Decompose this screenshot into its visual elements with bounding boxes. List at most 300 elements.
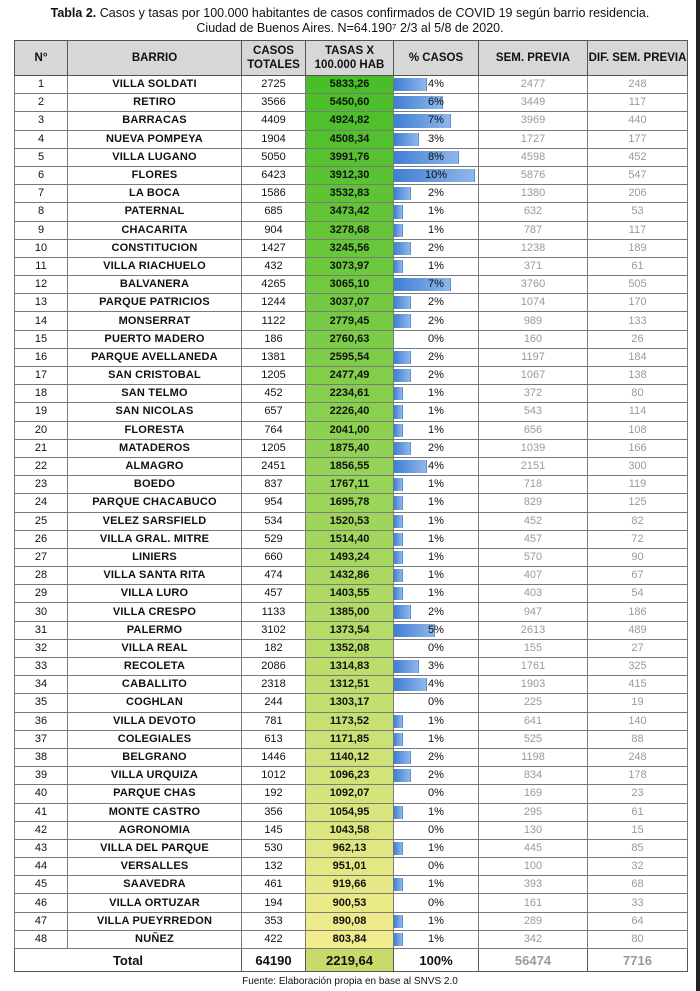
row-dif: 186 — [588, 603, 688, 621]
total-pct: 100% — [394, 949, 479, 972]
row-barrio: AGRONOMIA — [68, 821, 242, 839]
header-num: N° — [15, 41, 68, 76]
row-sem-previa: 641 — [479, 712, 588, 730]
table-row — [15, 94, 688, 112]
row-casos: 5050 — [242, 148, 306, 166]
row-sem-previa: 407 — [479, 567, 588, 585]
header-casos: CASOS TOTALES — [242, 41, 306, 76]
table-row — [15, 530, 688, 548]
row-pct — [394, 112, 479, 130]
row-casos: 2725 — [242, 76, 306, 94]
row-dif: 117 — [588, 221, 688, 239]
pct-value: 5% — [428, 623, 444, 636]
row-dif: 248 — [588, 748, 688, 766]
row-pct — [394, 912, 479, 930]
row-dif: 67 — [588, 567, 688, 585]
table-row — [15, 694, 688, 712]
row-tasa: 1373,54 — [306, 621, 394, 639]
pct-bar — [394, 78, 427, 91]
row-barrio: VELEZ SARSFIELD — [68, 512, 242, 530]
pct-value: 1% — [428, 405, 444, 418]
row-dif: 415 — [588, 676, 688, 694]
row-barrio: SAN TELMO — [68, 385, 242, 403]
row-pct — [394, 748, 479, 766]
row-pct — [394, 730, 479, 748]
row-tasa: 1140,12 — [306, 748, 394, 766]
row-barrio: MATADEROS — [68, 439, 242, 457]
pct-value: 1% — [428, 805, 444, 818]
row-casos: 660 — [242, 548, 306, 566]
pct-bar — [394, 424, 403, 437]
row-tasa: 2226,40 — [306, 403, 394, 421]
pct-value: 3% — [428, 132, 444, 145]
pct-bar — [394, 605, 411, 618]
pct-value: 0% — [428, 696, 444, 709]
table-row — [15, 457, 688, 475]
table-body — [15, 76, 688, 949]
row-pct — [394, 858, 479, 876]
row-pct — [394, 567, 479, 585]
row-tasa: 1875,40 — [306, 439, 394, 457]
pct-value: 1% — [428, 423, 444, 436]
header-pct: % CASOS — [394, 41, 479, 76]
row-tasa: 1767,11 — [306, 476, 394, 494]
row-casos: 1244 — [242, 294, 306, 312]
row-pct — [394, 221, 479, 239]
row-tasa: 2595,54 — [306, 348, 394, 366]
row-dif: 19 — [588, 694, 688, 712]
row-dif: 166 — [588, 439, 688, 457]
row-sem-previa: 155 — [479, 639, 588, 657]
row-dif: 178 — [588, 767, 688, 785]
row-tasa: 1856,55 — [306, 457, 394, 475]
row-dif: 32 — [588, 858, 688, 876]
table-row — [15, 294, 688, 312]
row-sem-previa: 829 — [479, 494, 588, 512]
row-tasa: 951,01 — [306, 858, 394, 876]
pct-bar — [394, 878, 403, 891]
pct-bar — [394, 842, 403, 855]
page-edge — [696, 0, 700, 991]
table-row — [15, 912, 688, 930]
row-casos: 356 — [242, 803, 306, 821]
pct-value: 1% — [428, 387, 444, 400]
pct-value: 2% — [428, 350, 444, 363]
row-dif: 452 — [588, 148, 688, 166]
pct-bar — [394, 151, 459, 164]
header-sem-previa: SEM. PREVIA — [479, 41, 588, 76]
row-pct — [394, 821, 479, 839]
row-dif: 85 — [588, 839, 688, 857]
row-casos: 145 — [242, 821, 306, 839]
row-barrio: PATERNAL — [68, 203, 242, 221]
row-tasa: 5450,60 — [306, 94, 394, 112]
covid-cases-table — [14, 40, 688, 972]
row-dif: 80 — [588, 930, 688, 948]
pct-value: 2% — [428, 314, 444, 327]
row-dif: 300 — [588, 457, 688, 475]
pct-bar — [394, 314, 411, 327]
row-barrio: PARQUE CHACABUCO — [68, 494, 242, 512]
row-dif: 61 — [588, 803, 688, 821]
row-tasa: 3037,07 — [306, 294, 394, 312]
row-dif: 177 — [588, 130, 688, 148]
pct-value: 1% — [428, 569, 444, 582]
row-barrio: LA BOCA — [68, 185, 242, 203]
row-casos: 186 — [242, 330, 306, 348]
row-tasa: 1352,08 — [306, 639, 394, 657]
row-dif: 117 — [588, 94, 688, 112]
row-dif: 248 — [588, 76, 688, 94]
row-sem-previa: 718 — [479, 476, 588, 494]
row-sem-previa: 947 — [479, 603, 588, 621]
table-row — [15, 348, 688, 366]
row-pct — [394, 203, 479, 221]
row-tasa: 2760,63 — [306, 330, 394, 348]
row-barrio: VILLA LURO — [68, 585, 242, 603]
row-sem-previa: 1198 — [479, 748, 588, 766]
row-casos: 474 — [242, 567, 306, 585]
row-num: 31 — [15, 621, 68, 639]
row-casos: 954 — [242, 494, 306, 512]
row-barrio: COLEGIALES — [68, 730, 242, 748]
pct-value: 1% — [428, 550, 444, 563]
row-casos: 4409 — [242, 112, 306, 130]
row-num: 32 — [15, 639, 68, 657]
row-num: 4 — [15, 130, 68, 148]
row-barrio: VILLA URQUIZA — [68, 767, 242, 785]
row-num: 48 — [15, 930, 68, 948]
row-dif: 23 — [588, 785, 688, 803]
row-casos: 904 — [242, 221, 306, 239]
pct-value: 1% — [428, 496, 444, 509]
row-barrio: VILLA LUGANO — [68, 148, 242, 166]
row-num: 2 — [15, 94, 68, 112]
row-num: 9 — [15, 221, 68, 239]
pct-bar — [394, 678, 427, 691]
row-pct — [394, 294, 479, 312]
row-casos: 534 — [242, 512, 306, 530]
row-tasa: 2779,45 — [306, 312, 394, 330]
table-row — [15, 112, 688, 130]
caption-subtitle: Ciudad de Buenos Aires. N=64.190⁷ 2/3 al 5/8 de 2020. — [196, 21, 504, 35]
row-barrio: FLORESTA — [68, 421, 242, 439]
row-barrio: VILLA DEVOTO — [68, 712, 242, 730]
row-num: 36 — [15, 712, 68, 730]
table-row — [15, 221, 688, 239]
row-barrio: SAAVEDRA — [68, 876, 242, 894]
pct-value: 0% — [428, 823, 444, 836]
pct-bar — [394, 478, 403, 491]
row-tasa: 1514,40 — [306, 530, 394, 548]
row-tasa: 803,84 — [306, 930, 394, 948]
row-tasa: 1092,07 — [306, 785, 394, 803]
source-note: Fuente: Elaboración propia en base al SNVS 2.0 — [242, 976, 458, 987]
table-row — [15, 567, 688, 585]
row-num: 35 — [15, 694, 68, 712]
row-casos: 422 — [242, 930, 306, 948]
row-dif: 189 — [588, 239, 688, 257]
row-tasa: 962,13 — [306, 839, 394, 857]
row-num: 6 — [15, 166, 68, 184]
row-tasa: 1520,53 — [306, 512, 394, 530]
table-row — [15, 585, 688, 603]
row-pct — [394, 185, 479, 203]
row-tasa: 1695,78 — [306, 494, 394, 512]
row-pct — [394, 367, 479, 385]
row-casos: 353 — [242, 912, 306, 930]
row-pct — [394, 639, 479, 657]
row-dif: 72 — [588, 530, 688, 548]
row-casos: 529 — [242, 530, 306, 548]
table-row — [15, 548, 688, 566]
pct-bar — [394, 405, 403, 418]
row-num: 1 — [15, 76, 68, 94]
row-num: 14 — [15, 312, 68, 330]
pct-value: 0% — [428, 860, 444, 873]
table-caption — [0, 6, 700, 36]
row-sem-previa: 130 — [479, 821, 588, 839]
row-pct — [394, 130, 479, 148]
table-row — [15, 367, 688, 385]
row-casos: 452 — [242, 385, 306, 403]
row-barrio: COGHLAN — [68, 694, 242, 712]
row-casos: 3102 — [242, 621, 306, 639]
pct-value: 4% — [428, 460, 444, 473]
pct-value: 0% — [428, 896, 444, 909]
row-barrio: BALVANERA — [68, 276, 242, 294]
row-dif: 138 — [588, 367, 688, 385]
row-pct — [394, 239, 479, 257]
row-casos: 4265 — [242, 276, 306, 294]
header-tasas: TASAS X 100.000 HAB — [306, 41, 394, 76]
table-row — [15, 403, 688, 421]
row-num: 42 — [15, 821, 68, 839]
row-casos: 1012 — [242, 767, 306, 785]
row-barrio: VILLA CRESPO — [68, 603, 242, 621]
pct-value: 1% — [428, 914, 444, 927]
row-tasa: 3245,56 — [306, 239, 394, 257]
table-row — [15, 930, 688, 948]
row-pct — [394, 894, 479, 912]
row-sem-previa: 834 — [479, 767, 588, 785]
row-casos: 1205 — [242, 367, 306, 385]
row-dif: 440 — [588, 112, 688, 130]
row-dif: 27 — [588, 639, 688, 657]
table-row — [15, 148, 688, 166]
row-casos: 3566 — [242, 94, 306, 112]
row-casos: 1133 — [242, 603, 306, 621]
table-row — [15, 276, 688, 294]
pct-value: 2% — [428, 187, 444, 200]
row-casos: 244 — [242, 694, 306, 712]
row-num: 17 — [15, 367, 68, 385]
pct-value: 1% — [428, 714, 444, 727]
row-barrio: NUÑEZ — [68, 930, 242, 948]
row-num: 45 — [15, 876, 68, 894]
pct-bar — [394, 296, 411, 309]
row-sem-previa: 3969 — [479, 112, 588, 130]
row-dif: 114 — [588, 403, 688, 421]
row-sem-previa: 525 — [479, 730, 588, 748]
row-tasa: 3473,42 — [306, 203, 394, 221]
row-dif: 26 — [588, 330, 688, 348]
row-pct — [394, 494, 479, 512]
row-sem-previa: 295 — [479, 803, 588, 821]
row-barrio: BOEDO — [68, 476, 242, 494]
table-row — [15, 621, 688, 639]
row-tasa: 1385,00 — [306, 603, 394, 621]
row-barrio: PALERMO — [68, 621, 242, 639]
pct-bar — [394, 260, 403, 273]
pct-value: 1% — [428, 205, 444, 218]
pct-value: 1% — [428, 259, 444, 272]
table-row — [15, 858, 688, 876]
row-sem-previa: 100 — [479, 858, 588, 876]
pct-bar — [394, 587, 403, 600]
row-sem-previa: 543 — [479, 403, 588, 421]
row-pct — [394, 930, 479, 948]
pct-value: 1% — [428, 223, 444, 236]
row-num: 46 — [15, 894, 68, 912]
row-barrio: FLORES — [68, 166, 242, 184]
row-dif: 140 — [588, 712, 688, 730]
row-num: 25 — [15, 512, 68, 530]
row-barrio: RETIRO — [68, 94, 242, 112]
row-tasa: 3991,76 — [306, 148, 394, 166]
row-sem-previa: 1238 — [479, 239, 588, 257]
table-row — [15, 76, 688, 94]
row-pct — [394, 621, 479, 639]
table-row — [15, 421, 688, 439]
row-tasa: 5833,26 — [306, 76, 394, 94]
row-barrio: MONTE CASTRO — [68, 803, 242, 821]
row-tasa: 2041,00 — [306, 421, 394, 439]
row-sem-previa: 3449 — [479, 94, 588, 112]
row-num: 28 — [15, 567, 68, 585]
table-row — [15, 203, 688, 221]
row-num: 16 — [15, 348, 68, 366]
row-dif: 206 — [588, 185, 688, 203]
pct-value: 4% — [428, 678, 444, 691]
table-row — [15, 839, 688, 857]
row-sem-previa: 342 — [479, 930, 588, 948]
row-pct — [394, 94, 479, 112]
row-num: 18 — [15, 385, 68, 403]
row-casos: 2318 — [242, 676, 306, 694]
row-pct — [394, 603, 479, 621]
row-dif: 133 — [588, 312, 688, 330]
row-barrio: LINIERS — [68, 548, 242, 566]
row-sem-previa: 3760 — [479, 276, 588, 294]
pct-value: 0% — [428, 332, 444, 345]
row-casos: 1427 — [242, 239, 306, 257]
pct-bar — [394, 769, 411, 782]
row-sem-previa: 1074 — [479, 294, 588, 312]
row-barrio: VILLA DEL PARQUE — [68, 839, 242, 857]
row-pct — [394, 658, 479, 676]
row-sem-previa: 393 — [479, 876, 588, 894]
row-sem-previa: 2613 — [479, 621, 588, 639]
row-num: 33 — [15, 658, 68, 676]
row-tasa: 4508,34 — [306, 130, 394, 148]
table-row — [15, 821, 688, 839]
pct-value: 2% — [428, 605, 444, 618]
row-tasa: 3065,10 — [306, 276, 394, 294]
table-row — [15, 712, 688, 730]
row-num: 20 — [15, 421, 68, 439]
row-tasa: 1303,17 — [306, 694, 394, 712]
row-pct — [394, 530, 479, 548]
row-sem-previa: 445 — [479, 839, 588, 857]
pct-value: 1% — [428, 587, 444, 600]
row-barrio: ALMAGRO — [68, 457, 242, 475]
row-casos: 764 — [242, 421, 306, 439]
pct-bar — [394, 551, 403, 564]
pct-bar — [394, 660, 419, 673]
pct-value: 8% — [428, 150, 444, 163]
pct-bar — [394, 751, 411, 764]
row-num: 40 — [15, 785, 68, 803]
row-tasa: 1432,86 — [306, 567, 394, 585]
row-dif: 15 — [588, 821, 688, 839]
row-sem-previa: 4598 — [479, 148, 588, 166]
row-sem-previa: 289 — [479, 912, 588, 930]
pct-bar — [394, 205, 403, 218]
row-barrio: VILLA SANTA RITA — [68, 567, 242, 585]
row-num: 7 — [15, 185, 68, 203]
row-casos: 657 — [242, 403, 306, 421]
table-row — [15, 658, 688, 676]
table-row — [15, 476, 688, 494]
row-dif: 68 — [588, 876, 688, 894]
row-barrio: CABALLITO — [68, 676, 242, 694]
row-barrio: SAN NICOLAS — [68, 403, 242, 421]
row-dif: 88 — [588, 730, 688, 748]
row-tasa: 1096,23 — [306, 767, 394, 785]
row-casos: 1446 — [242, 748, 306, 766]
table-row — [15, 185, 688, 203]
row-barrio: VERSALLES — [68, 858, 242, 876]
row-casos: 613 — [242, 730, 306, 748]
total-sem-previa: 56474 — [479, 949, 588, 972]
row-pct — [394, 330, 479, 348]
row-pct — [394, 348, 479, 366]
row-dif: 53 — [588, 203, 688, 221]
row-sem-previa: 1761 — [479, 658, 588, 676]
row-sem-previa: 989 — [479, 312, 588, 330]
row-sem-previa: 169 — [479, 785, 588, 803]
row-num: 15 — [15, 330, 68, 348]
pct-value: 2% — [428, 441, 444, 454]
pct-value: 7% — [428, 114, 444, 127]
row-casos: 194 — [242, 894, 306, 912]
row-sem-previa: 1039 — [479, 439, 588, 457]
table-row — [15, 257, 688, 275]
pct-value: 1% — [428, 514, 444, 527]
row-tasa: 890,08 — [306, 912, 394, 930]
table-row — [15, 639, 688, 657]
table-row — [15, 676, 688, 694]
row-sem-previa: 1067 — [479, 367, 588, 385]
row-dif: 61 — [588, 257, 688, 275]
row-tasa: 1493,24 — [306, 548, 394, 566]
row-tasa: 3278,68 — [306, 221, 394, 239]
pct-value: 7% — [428, 278, 444, 291]
row-barrio: VILLA ORTUZAR — [68, 894, 242, 912]
row-casos: 781 — [242, 712, 306, 730]
table-row — [15, 439, 688, 457]
